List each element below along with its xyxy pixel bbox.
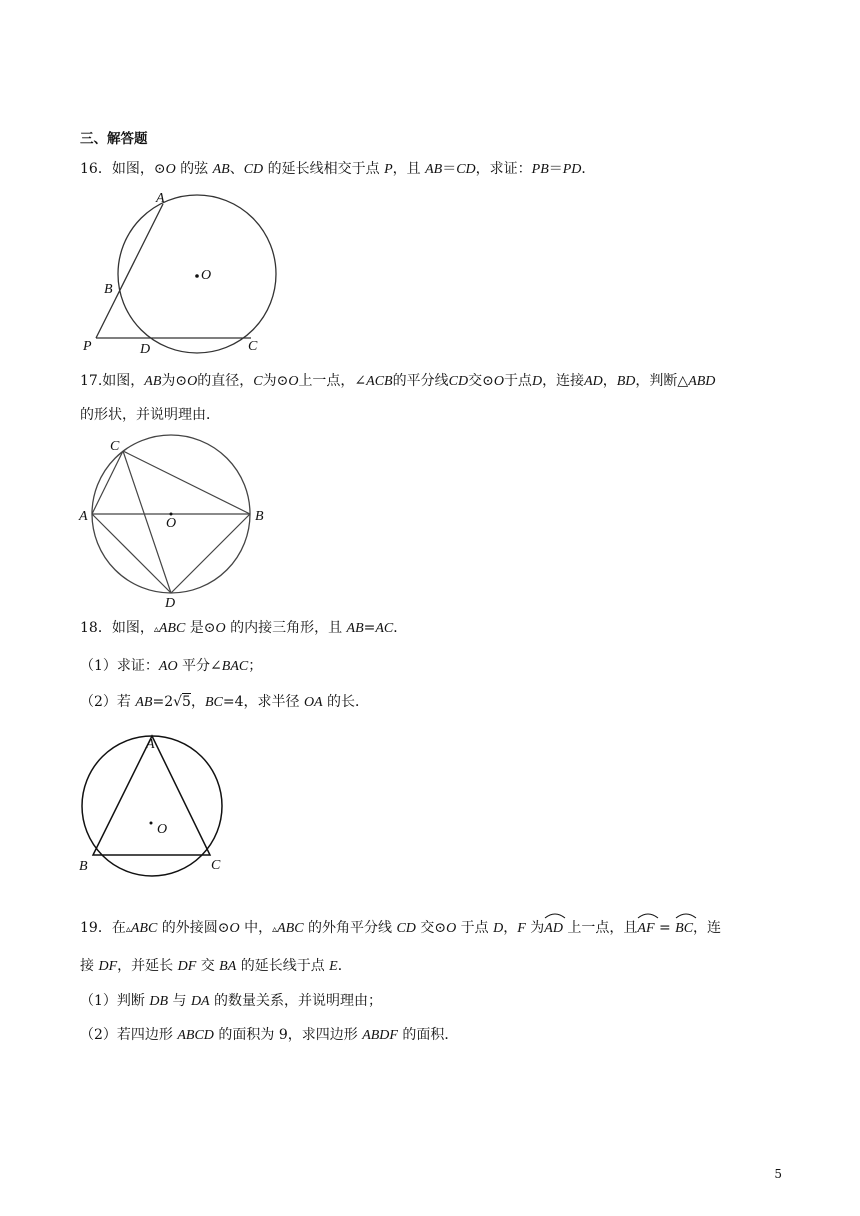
- question-17-line-1: 17.如图，AB为⊙O的直径，C为⊙O上一点，∠ACB的平分线CD交⊙O于点D，连接AD，BD，判断△ABD: [80, 373, 716, 389]
- question-18-part-1: （1）求证：AO 平分∠BAC；: [80, 658, 263, 674]
- figure-18: [78, 736, 238, 876]
- arc-bc: BC: [675, 918, 693, 939]
- svg-text:A: A: [156, 191, 165, 206]
- svg-text:A: A: [79, 509, 88, 524]
- svg-text:B: B: [104, 282, 113, 297]
- arc-af: AF: [637, 918, 654, 939]
- question-18-stem: 18．如图，▵ABC 是⊙O 的内接三角形，且 AB=AC．: [80, 620, 408, 636]
- svg-text:C: C: [110, 439, 120, 454]
- svg-text:B: B: [79, 859, 88, 874]
- figure-16: [80, 188, 280, 358]
- svg-text:D: D: [140, 342, 151, 357]
- svg-text:A: A: [146, 737, 155, 752]
- question-18-part-2: （2）若 AB=2√5，BC=4，求半径 OA 的长．: [80, 694, 370, 710]
- svg-text:O: O: [201, 268, 212, 283]
- question-19-line-1: 19．在▵ABC 的外接圆⊙O 中，▵ABC 的外角平分线 CD 交⊙O 于点 D，F 为 AD 上一点，且 AF = BC，连: [80, 918, 721, 940]
- arc-ad: AD: [544, 918, 563, 939]
- question-19-line-2: 接 DF，并延长 DF 交 BA 的延长线于点 E．: [80, 958, 352, 974]
- svg-text:C: C: [248, 339, 258, 354]
- question-19-part-2: （2）若四边形 ABCD 的面积为 9，求四边形 ABDF 的面积．: [80, 1027, 459, 1043]
- svg-text:D: D: [165, 596, 176, 611]
- svg-text:P: P: [83, 339, 92, 354]
- svg-text:O: O: [157, 822, 168, 837]
- svg-text:C: C: [211, 858, 221, 873]
- sqrt-symbol: √: [173, 694, 183, 710]
- svg-text:O: O: [166, 516, 177, 531]
- section-title: 三、解答题: [80, 131, 148, 147]
- figure-17: [78, 436, 278, 611]
- svg-text:B: B: [255, 509, 264, 524]
- page-number: 5: [774, 1167, 782, 1181]
- question-19-part-1: （1）判断 DB 与 DA 的数量关系，并说明理由；: [80, 993, 383, 1009]
- question-17-line-2: 的形状，并说明理由．: [80, 407, 220, 423]
- question-16: 16．如图，⊙O 的弦 AB、CD 的延长线相交于点 P，且 AB＝CD，求证：PB＝PD．: [80, 161, 596, 177]
